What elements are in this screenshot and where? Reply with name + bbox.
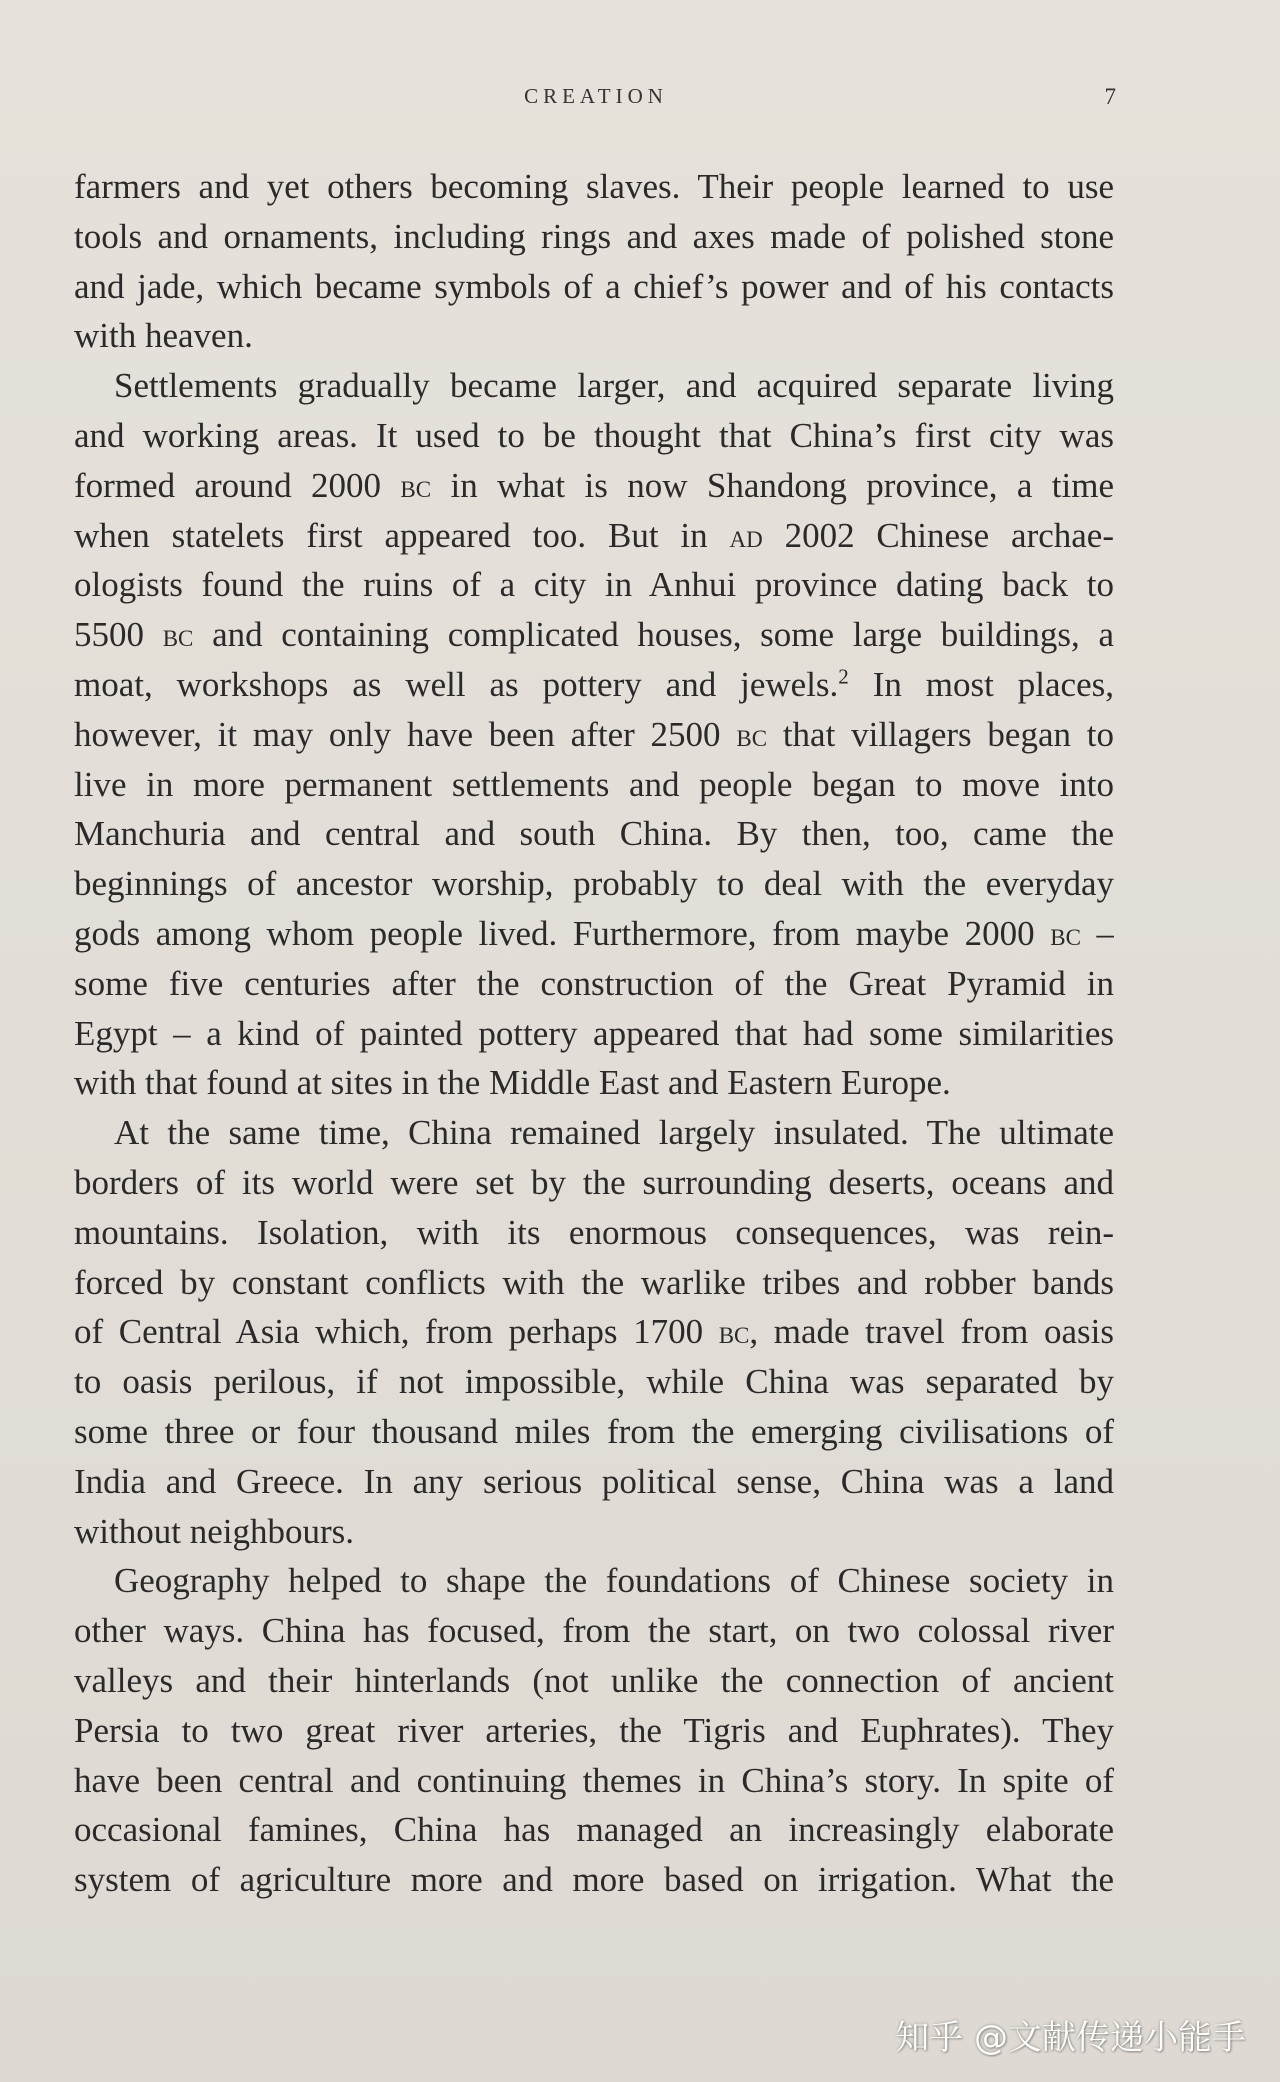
- text-line: other ways. China has focused, from the start, on two colossal river: [74, 1611, 1114, 1651]
- text-line: occasional famines, China has managed an increasingly elaborate: [74, 1810, 1114, 1850]
- running-head: [76, 84, 1116, 112]
- text-line: formed around 2000 bc in what is now Shandong province, a time: [74, 465, 1114, 505]
- text-line: tools and ornaments, including rings and axes made of polished stone: [74, 216, 1114, 256]
- text-line: have been central and continuing themes in China’s story. In spite of: [74, 1760, 1114, 1800]
- paragraph: [74, 162, 1114, 361]
- text-line: valleys and their hinterlands (not unlike the connection of ancient: [74, 1660, 1114, 1700]
- text-line: to oasis perilous, if not impossible, while China was separated by: [74, 1362, 1114, 1402]
- text-line: some five centuries after the construction of the Great Pyramid in: [74, 963, 1114, 1003]
- era-abbreviation: bc: [400, 467, 432, 504]
- text-line: forced by constant conflicts with the warlike tribes and robber bands: [74, 1262, 1114, 1302]
- text-line: At the same time, China remained largely insulated. The ultimate: [114, 1113, 1114, 1153]
- body-text: [74, 162, 1114, 1905]
- watermark: 知乎 @文献传递小能手: [895, 2018, 1246, 2058]
- text-line: Persia to two great river arteries, the Tigris and Euphrates). They: [74, 1710, 1114, 1750]
- text-line: India and Greece. In any serious political sense, China was a land: [74, 1461, 1114, 1501]
- era-abbreviation: bc: [736, 716, 768, 753]
- text-line: with heaven.: [74, 316, 253, 356]
- running-title: CREATION: [524, 84, 668, 108]
- text-line: when statelets first appeared too. But in ad 2002 Chinese archae-: [74, 515, 1114, 555]
- era-abbreviation: ad: [729, 517, 763, 554]
- footnote-reference[interactable]: 2: [838, 664, 849, 689]
- text-line: Geography helped to shape the foundations of Chinese society in: [114, 1561, 1114, 1601]
- text-line: Manchuria and central and south China. By then, too, came the: [74, 814, 1114, 854]
- text-line: and jade, which became symbols of a chief’s power and of his contacts: [74, 266, 1114, 306]
- text-line: some three or four thousand miles from the emerging civilisations of: [74, 1411, 1114, 1451]
- page-number: 7: [1104, 84, 1116, 109]
- text-line: moat, workshops as well as pottery and jewels.$^2$ In most places,: [74, 664, 1114, 704]
- text-line: borders of its world were set by the surrounding deserts, oceans and: [74, 1162, 1114, 1202]
- text-line: mountains. Isolation, with its enormous consequences, was rein-: [74, 1212, 1114, 1252]
- era-abbreviation: bc: [718, 1314, 750, 1351]
- text-line: with that found at sites in the Middle East and Eastern Europe.: [74, 1063, 951, 1103]
- paragraph: [74, 361, 1114, 1108]
- text-line: and working areas. It used to be thought that China’s first city was: [74, 415, 1114, 455]
- text-line: 5500 bc and containing complicated houses, some large buildings, a: [74, 615, 1114, 655]
- era-abbreviation: bc: [1050, 915, 1081, 952]
- text-line: farmers and yet others becoming slaves. Their people learned to use: [74, 167, 1114, 206]
- text-line: ologists found the ruins of a city in Anhui province dating back to: [74, 565, 1114, 605]
- text-line: of Central Asia which, from perhaps 1700 bc, made travel from oasis: [74, 1312, 1114, 1352]
- text-line: gods among whom people lived. Furthermore, from maybe 2000 bc –: [74, 913, 1114, 953]
- paragraph: [74, 1556, 1114, 1905]
- text-line: beginnings of ancestor worship, probably to deal with the everyday: [74, 864, 1114, 904]
- era-abbreviation: bc: [162, 617, 194, 654]
- text-line: Egypt – a kind of painted pottery appeared that had some similarities: [74, 1013, 1114, 1053]
- text-line: live in more permanent settlements and people began to move into: [74, 764, 1114, 804]
- text-line: system of agriculture more and more based on irrigation. What the: [74, 1860, 1114, 1900]
- text-line: Settlements gradually became larger, and acquired separate living: [114, 366, 1114, 406]
- text-line: without neighbours.: [74, 1511, 354, 1551]
- text-line: however, it may only have been after 2500 bc that villagers began to: [74, 714, 1114, 754]
- paragraph: [74, 1108, 1114, 1556]
